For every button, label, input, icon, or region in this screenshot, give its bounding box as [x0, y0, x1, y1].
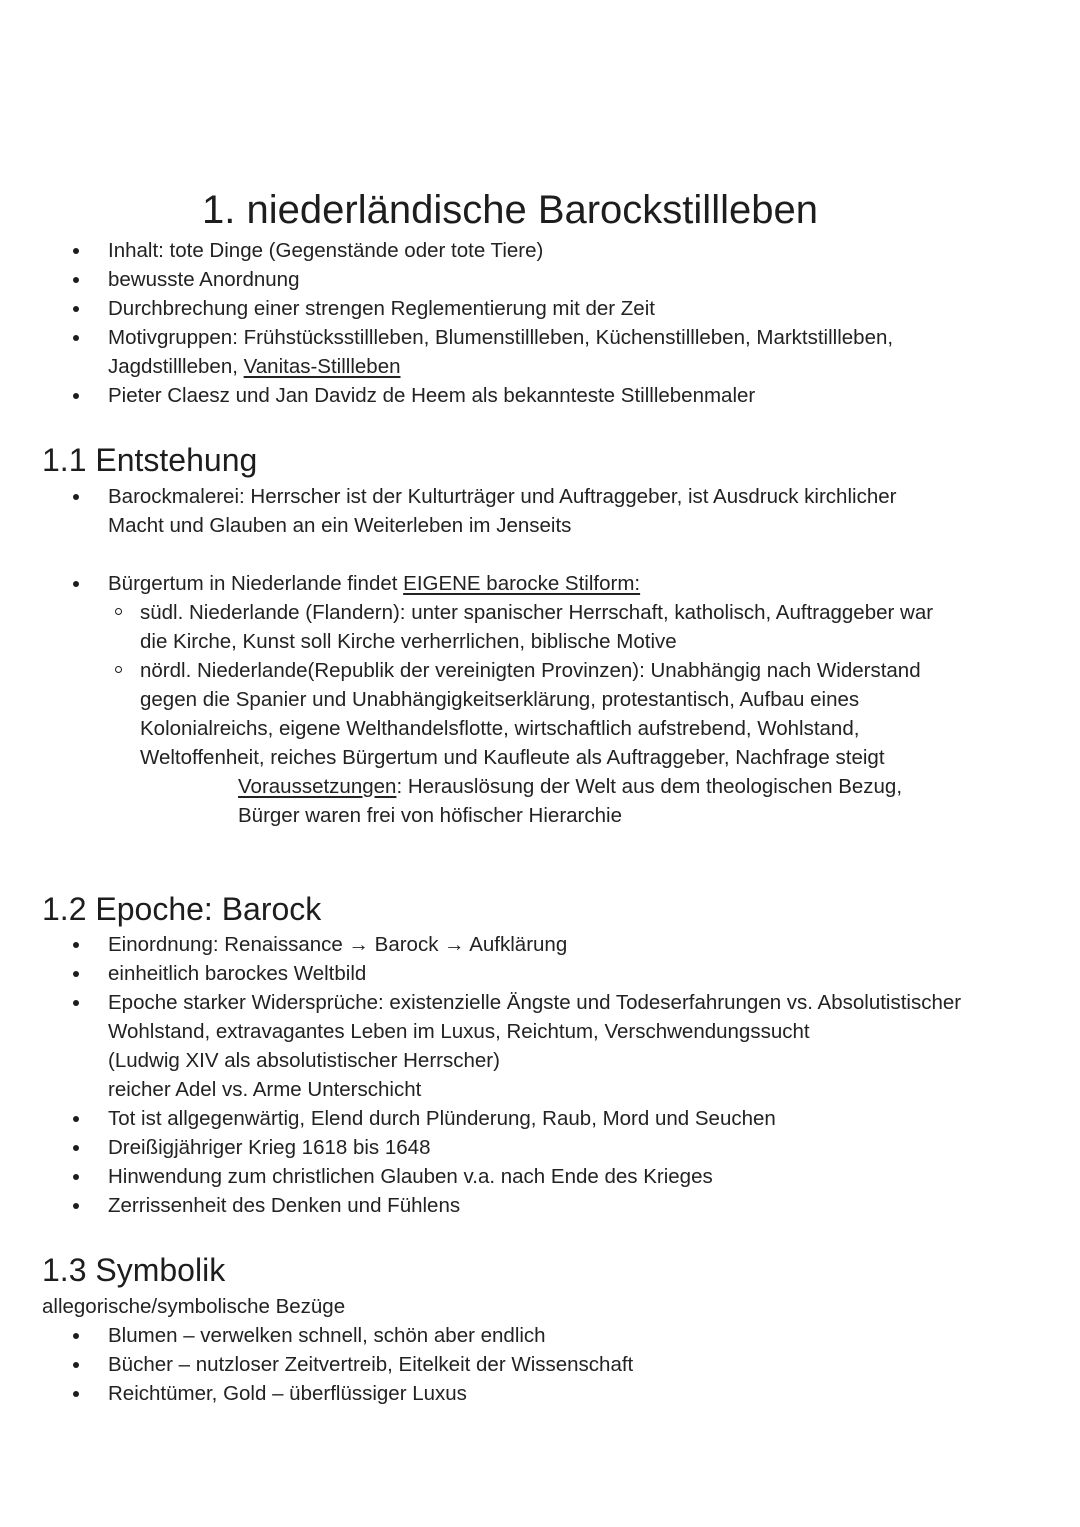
list-item — [0, 569, 1000, 830]
sublist-item — [108, 598, 1000, 656]
list-item — [0, 1133, 1040, 1162]
voraussetzungen-label: Voraussetzungen — [238, 775, 397, 798]
list-item — [0, 959, 1040, 988]
symbolik-list — [0, 1321, 1040, 1408]
list-item — [0, 236, 1040, 265]
list-item-text: Einordnung: Renaissance → Barock → Aufklärung — [108, 933, 568, 956]
list-item-text: Dreißigjähriger Krieg 1618 bis 1648 — [108, 1136, 431, 1159]
list-item-text: Bücher – nutzloser Zeitvertreib, Eitelkeit der Wissenschaft — [108, 1353, 634, 1376]
list-item-text: Motivgruppen: Frühstücksstillleben, Blumenstillleben, Küchenstillleben, Marktstillleben, Jagdstillleben, — [108, 326, 894, 378]
list-item-text: Bürgertum in Niederlande findet — [108, 572, 404, 595]
list-item — [0, 1191, 1040, 1220]
sublist-item-text: nördl. Niederlande(Republik der vereinigten Provinzen): Unabhängig nach Widerstand gegen die Spanier und Unabhängigkeitserklärung, protestantisch, Aufbau eines Kolonialreichs, eigene Welthandelsflotte, wirtschaftlich aufstrebend, Wohlstand, Weltoffenheit, reiches Bürgertum und Kaufleute als Auftraggeber, Nachfrage steigt — [140, 659, 921, 769]
list-item-text: Barockmalerei: Herrscher ist der Kulturträger und Auftraggeber, ist Ausdruck kirchlicher Macht und Glauben an ein Weiterleben im Jenseits — [108, 485, 897, 537]
list-item — [0, 1104, 1040, 1133]
list-item — [0, 294, 1040, 323]
voraussetzungen-text-2: Bürger waren frei von höfischer Hierarchie — [238, 804, 622, 827]
list-item — [0, 1350, 1040, 1379]
list-item-text: Reichtümer, Gold – überflüssiger Luxus — [108, 1382, 467, 1405]
list-item-text: (Ludwig XIV als absolutistischer Herrscher) — [108, 1049, 500, 1072]
list-item — [0, 265, 1040, 294]
stilform-text: EIGENE barocke Stilform: — [403, 572, 641, 595]
list-item-text: Hinwendung zum christlichen Glauben v.a. nach Ende des Krieges — [108, 1165, 713, 1188]
list-item — [0, 988, 1040, 1104]
list-item-text: einheitlich barockes Weltbild — [108, 962, 367, 985]
list-item-text: Epoche starker Widersprüche: existenzielle Ängste und Todeserfahrungen vs. Absolutistischer — [108, 991, 962, 1014]
list-item-text: Blumen – verwelken schnell, schön aber endlich — [108, 1324, 546, 1347]
sublist-item — [108, 656, 1000, 830]
buergertum-list — [0, 569, 1000, 830]
list-item-text: Inhalt: tote Dinge (Gegenstände oder tote Tiere) — [108, 239, 544, 262]
section-heading-symbolik: 1.3 Symbolik — [42, 1252, 226, 1288]
symbolik-intro: allegorische/symbolische Bezüge — [42, 1295, 346, 1318]
section-heading-epoche: 1.2 Epoche: Barock — [42, 891, 322, 927]
voraussetzungen-line — [140, 772, 960, 801]
entstehung-list — [0, 482, 1000, 540]
list-item-text: reicher Adel vs. Arme Unterschicht — [108, 1078, 422, 1101]
list-item-text: Tot ist allgegenwärtig, Elend durch Plünderung, Raub, Mord und Seuchen — [108, 1107, 776, 1130]
page-title: 1. niederländische Barockstillleben — [202, 188, 818, 232]
voraussetzungen-text: : Herauslösung der Welt aus dem theologischen Bezug, — [396, 775, 903, 798]
list-item-text: Pieter Claesz und Jan Davidz de Heem als bekannteste Stilllebenmaler — [108, 384, 756, 407]
list-item-text: Wohlstand, extravagantes Leben im Luxus, Reichtum, Verschwendungssucht — [108, 1020, 810, 1043]
section-heading-entstehung: 1.1 Entstehung — [42, 442, 258, 478]
list-item-text: Zerrissenheit des Denken und Fühlens — [108, 1194, 461, 1217]
sublist-item-text: südl. Niederlande (Flandern): unter spanischer Herrschaft, katholisch, Auftraggeber war die Kirche, Kunst soll Kirche verherrlichen, biblische Motive — [140, 601, 934, 653]
intro-list — [0, 236, 1040, 410]
vanitas-link-text: Vanitas-Stillleben — [243, 355, 401, 378]
list-item — [0, 381, 1040, 410]
sublist — [108, 598, 1000, 830]
list-item — [0, 323, 1040, 381]
list-item — [0, 482, 1000, 540]
list-item-text: Durchbrechung einer strengen Reglementierung mit der Zeit — [108, 297, 655, 320]
list-item — [0, 1321, 1040, 1350]
list-item — [0, 1379, 1040, 1408]
epoche-list — [0, 930, 1040, 1220]
list-item-text: bewusste Anordnung — [108, 268, 300, 291]
list-item — [0, 1162, 1040, 1191]
list-item — [0, 930, 1040, 959]
